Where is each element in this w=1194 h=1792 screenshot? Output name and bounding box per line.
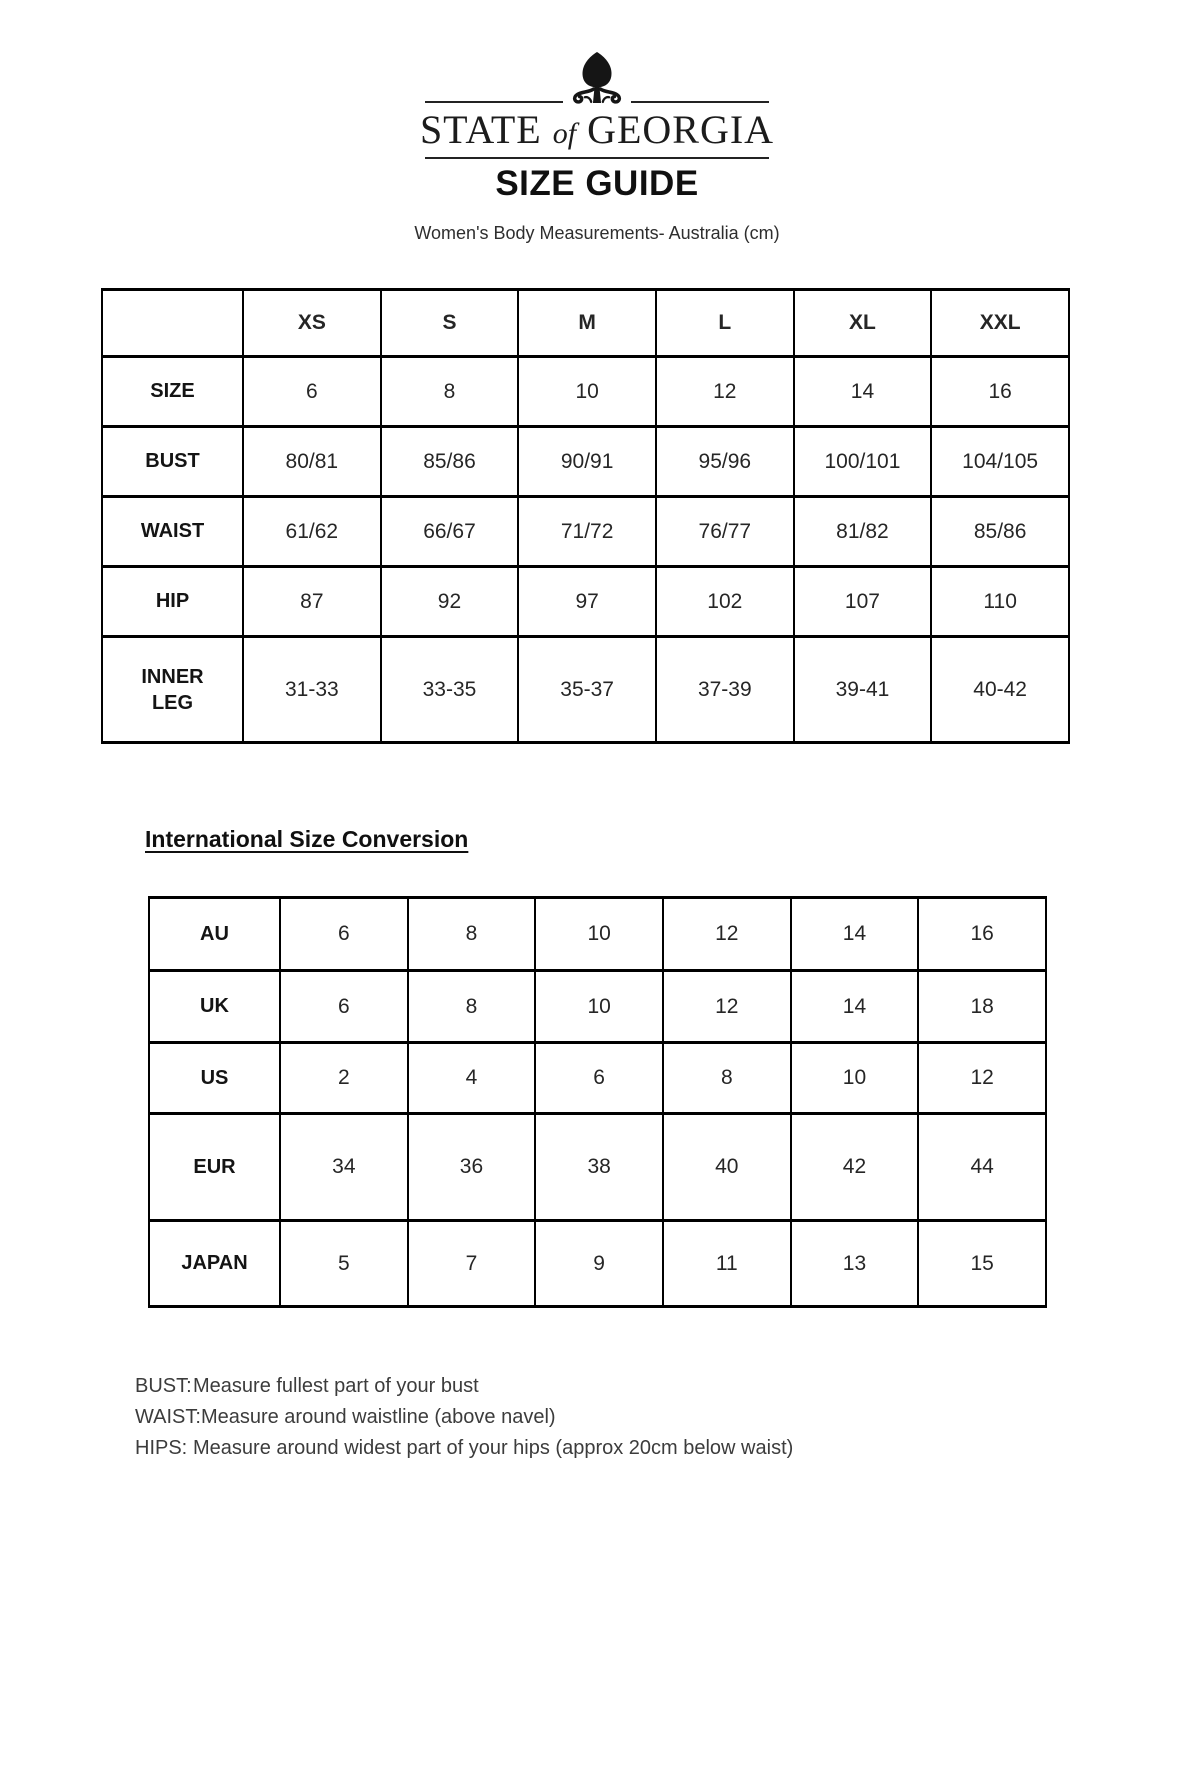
hip-value: 92 [381, 567, 519, 637]
table-row-inner-leg [102, 637, 1069, 743]
logo-rule-right [631, 101, 769, 103]
measurement-table [101, 288, 1070, 744]
note-waist-text: Measure around waistline (above navel) [200, 1406, 556, 1428]
row-label-eur: EUR [149, 1114, 280, 1221]
eur-size: 44 [918, 1114, 1046, 1221]
row-label-waist: WAIST [102, 497, 243, 567]
row-label-japan: JAPAN [149, 1221, 280, 1307]
column-header-s: S [381, 290, 519, 357]
au-size: 16 [918, 898, 1046, 971]
waist-value: 71/72 [518, 497, 656, 567]
conversion-heading: International Size Conversion [145, 826, 469, 852]
bust-value: 100/101 [794, 427, 932, 497]
us-size: 8 [663, 1043, 791, 1114]
inner-leg-value: 39-41 [794, 637, 932, 743]
row-label-size: SIZE [102, 357, 243, 427]
measurement-notes [135, 1371, 793, 1464]
japan-size: 15 [918, 1221, 1046, 1307]
inner-leg-value: 37-39 [656, 637, 794, 743]
eur-size: 34 [280, 1114, 408, 1221]
uk-size: 18 [918, 971, 1046, 1043]
hip-value: 102 [656, 567, 794, 637]
note-waist [135, 1402, 793, 1433]
table-row-eur [149, 1114, 1046, 1221]
brand-word-georgia: GEORGIA [587, 107, 775, 152]
inner-leg-value: 33-35 [381, 637, 519, 743]
inner-leg-value: 35-37 [518, 637, 656, 743]
conversion-table [148, 896, 1047, 1308]
eur-size: 42 [791, 1114, 919, 1221]
table-row-au [149, 898, 1046, 971]
japan-size: 9 [535, 1221, 663, 1307]
table-row-us [149, 1043, 1046, 1114]
uk-size: 8 [408, 971, 536, 1043]
au-size: 12 [663, 898, 791, 971]
us-size: 12 [918, 1043, 1046, 1114]
logo-rule-bottom [425, 157, 769, 159]
size-value: 10 [518, 357, 656, 427]
bust-value: 85/86 [381, 427, 519, 497]
au-size: 14 [791, 898, 919, 971]
au-size: 10 [535, 898, 663, 971]
us-size: 2 [280, 1043, 408, 1114]
us-size: 6 [535, 1043, 663, 1114]
au-size: 8 [408, 898, 536, 971]
size-value: 12 [656, 357, 794, 427]
corner-cell [102, 290, 243, 357]
row-label-inner-leg: INNER LEG [102, 637, 243, 743]
size-value: 8 [381, 357, 519, 427]
waist-value: 85/86 [931, 497, 1069, 567]
waist-value: 61/62 [243, 497, 381, 567]
waist-value: 81/82 [794, 497, 932, 567]
column-header-l: L [656, 290, 794, 357]
us-size: 4 [408, 1043, 536, 1114]
row-label-hip: HIP [102, 567, 243, 637]
column-header-xs: XS [243, 290, 381, 357]
row-label-bust: BUST [102, 427, 243, 497]
size-value: 16 [931, 357, 1069, 427]
brand-name [420, 108, 774, 156]
page-title: SIZE GUIDE [495, 164, 699, 203]
bust-value: 90/91 [518, 427, 656, 497]
column-header-m: M [518, 290, 656, 357]
hip-value: 110 [931, 567, 1069, 637]
column-header-xxl: XXL [931, 290, 1069, 357]
row-label-au: AU [149, 898, 280, 971]
uk-size: 10 [535, 971, 663, 1043]
table-row-size [102, 357, 1069, 427]
uk-size: 14 [791, 971, 919, 1043]
japan-size: 5 [280, 1221, 408, 1307]
table-row-bust [102, 427, 1069, 497]
bust-value: 95/96 [656, 427, 794, 497]
note-waist-label: WAIST: [135, 1406, 201, 1428]
brand-logo [419, 50, 775, 162]
inner-leg-value: 40-42 [931, 637, 1069, 743]
eur-size: 38 [535, 1114, 663, 1221]
waist-value: 66/67 [381, 497, 519, 567]
brand-word-state: STATE [419, 107, 542, 152]
hip-value: 107 [794, 567, 932, 637]
waist-value: 76/77 [656, 497, 794, 567]
inner-leg-value: 31-33 [243, 637, 381, 743]
japan-size: 11 [663, 1221, 791, 1307]
japan-size: 7 [408, 1221, 536, 1307]
hip-value: 97 [518, 567, 656, 637]
table-row-hip [102, 567, 1069, 637]
hip-value: 87 [243, 567, 381, 637]
row-label-uk: UK [149, 971, 280, 1043]
size-value: 14 [794, 357, 932, 427]
table-row-waist [102, 497, 1069, 567]
page-subtitle: Women's Body Measurements- Australia (cm) [414, 223, 780, 243]
eur-size: 36 [408, 1114, 536, 1221]
size-value: 6 [243, 357, 381, 427]
table-row-japan [149, 1221, 1046, 1307]
table-header-row [102, 290, 1069, 357]
au-size: 6 [280, 898, 408, 971]
row-label-us: US [149, 1043, 280, 1114]
uk-size: 6 [280, 971, 408, 1043]
japan-size: 13 [791, 1221, 919, 1307]
note-hips-label: HIPS: [135, 1437, 188, 1459]
column-header-xl: XL [794, 290, 932, 357]
bust-value: 104/105 [931, 427, 1069, 497]
tree-logo-icon [568, 50, 626, 112]
us-size: 10 [791, 1043, 919, 1114]
uk-size: 12 [663, 971, 791, 1043]
logo-rule-left [425, 101, 563, 103]
bust-value: 80/81 [243, 427, 381, 497]
note-bust-text: Measure fullest part of your bust [193, 1375, 479, 1397]
note-bust-label: BUST: [135, 1375, 192, 1397]
brand-word-of: of [552, 117, 577, 150]
note-bust [135, 1371, 793, 1402]
note-hips-text: Measure around widest part of your hips (approx 20cm below waist) [193, 1437, 794, 1459]
table-row-uk [149, 971, 1046, 1043]
note-hips [135, 1433, 793, 1464]
eur-size: 40 [663, 1114, 791, 1221]
